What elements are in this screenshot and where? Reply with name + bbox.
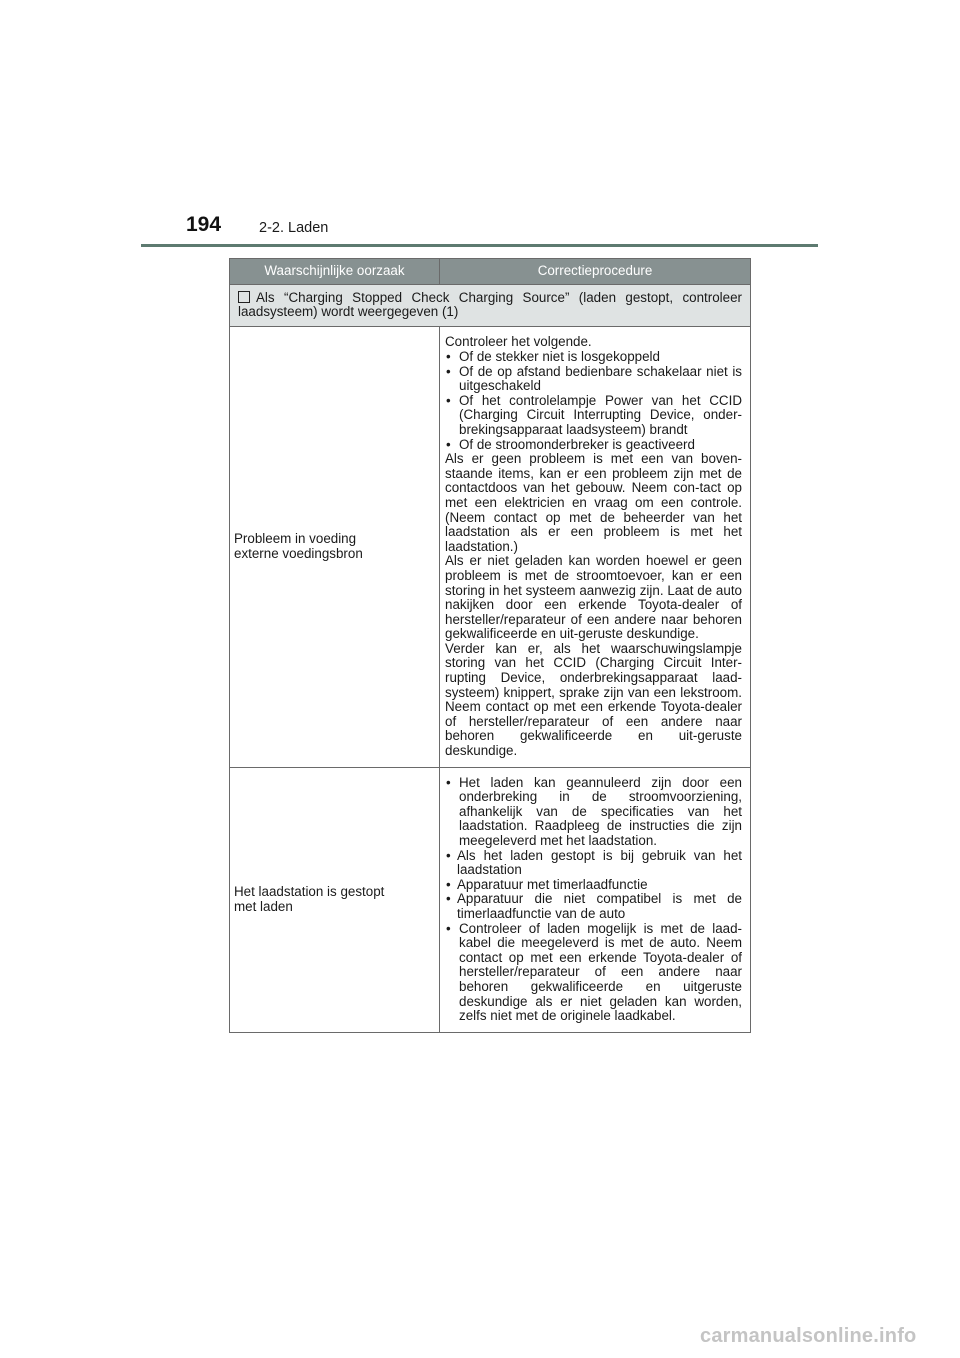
section-title: 2-2. Laden — [259, 220, 329, 236]
cause-line: Het laadstation is gestopt — [234, 884, 385, 900]
cause-line: met laden — [234, 898, 293, 914]
procedure-cell — [440, 327, 751, 767]
procedure-paragraph: Als er niet geladen kan worden hoewel er geen probleem is met de stroomtoevoer, kan er een storing in het systeem aanwezig zijn. Laat de auto nakijken door een erkende Toyota-dealer of hersteller/reparateur of een andere naar behoren gekwalificeerde en uit-geruste deskundige. — [445, 553, 742, 642]
column-header-procedure: Correctieprocedure — [440, 259, 751, 285]
header-rule — [141, 244, 818, 247]
subheading-cell — [230, 285, 751, 327]
list-item: • Of het controlelampje Power van het CCID (Charging Circuit Interrupting Device, onder-brekingsapparaat laadsysteem) brandt — [445, 394, 742, 438]
column-header-cause: Waarschijnlijke oorzaak — [230, 259, 440, 285]
cause-cell — [230, 327, 440, 767]
list-item: • Het laden kan geannuleerd zijn door een onderbreking in de stroomvoorziening, afhankelijk van de specificaties van het laadstation. Raadpleeg de instructies die zijn meegeleverd met het laadstation. — [445, 776, 742, 849]
list-item: • Of de stekker niet is losgekoppeld — [445, 350, 742, 365]
sub-list-item: • Als het laden gestopt is bij gebruik van het laadstation — [445, 849, 742, 878]
list-item: • Controleer of laden mogelijk is met de laad-kabel die meegeleverd is met de auto. Neem contact op met een erkende Toyota-dealer of hersteller/reparateur of een andere naar behoren gekwalificeerde en uitgeruste deskundige als er niet geladen kan worden, zelfs niet met de originele laadkabel. — [445, 922, 742, 1024]
sub-list-item: • Apparatuur die niet compatibel is met de timerlaadfunctie van de auto — [445, 892, 742, 921]
procedure-cell — [440, 767, 751, 1032]
watermark: carmanualsonline.info — [700, 1325, 917, 1347]
procedure-paragraph: Als er geen probleem is met een van boven-staande items, kan er een probleem zijn met de contactdoos van het gebouw. Neem con-tact op met een elektricien en vraag om een controle. (Neem contact op met de beheerder van het laadstation als er een probleem is met het laadstation.) — [445, 451, 742, 554]
page-number: 194 — [186, 213, 222, 236]
cause-line: Probleem in voeding — [234, 531, 357, 547]
cause-line: externe voedingsbron — [234, 546, 363, 562]
subheading-text: Als “Charging Stopped Check Charging Source” (laden gestopt, controleer laadsysteem) wordt weergegeven (1) — [238, 290, 742, 320]
table-header-row — [230, 259, 751, 285]
procedure-intro: Controleer het volgende. — [445, 334, 592, 350]
cause-cell — [230, 767, 440, 1032]
troubleshooting-table — [229, 258, 751, 1033]
table-row — [230, 767, 751, 1032]
sub-list-item: • Apparatuur met timerlaadfunctie — [445, 878, 742, 893]
procedure-paragraph: Verder kan er, als het waarschuwingslampje storing van het CCID (Charging Circuit Inter-rupting Device, onderbrekingsapparaat laad-systeem) knippert, sprake zijn van een lekstroom. Neem contact op met een erkende Toyota-dealer of hersteller/reparateur of een andere naar behoren gekwalificeerde en uit-geruste deskundige. — [445, 640, 742, 759]
list-item: • Of de op afstand bedienbare schakelaar niet is uitgeschakeld — [445, 365, 742, 394]
list-item: • Of de stroomonderbreker is geactiveerd — [445, 438, 742, 453]
table-row — [230, 327, 751, 767]
table-subheading-row — [230, 285, 751, 327]
checkbox-square-icon — [238, 291, 250, 303]
